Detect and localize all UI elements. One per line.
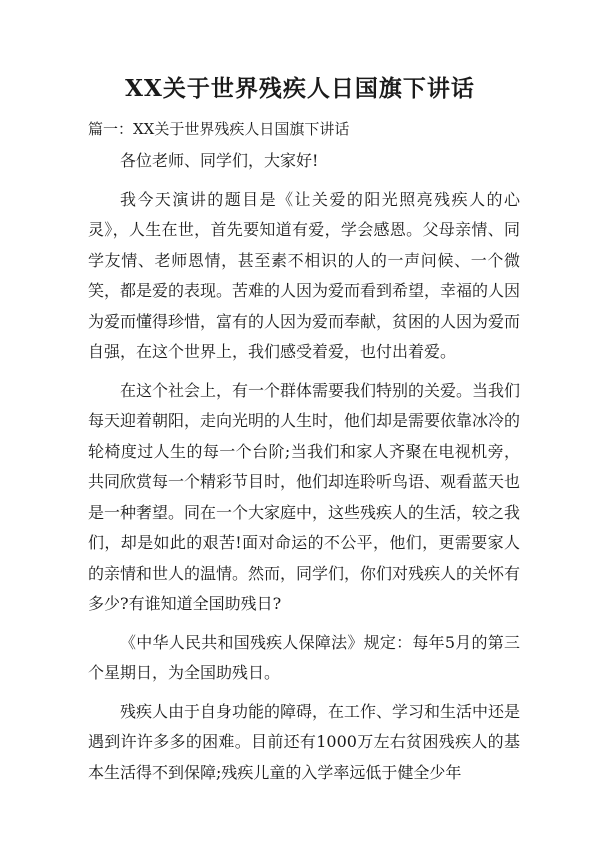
paragraph-greeting: 各位老师、同学们，大家好! (120, 151, 319, 170)
paragraph-group-care: 在这个社会上，有一个群体需要我们特别的关爱。当我们每天迎着朝阳，走向光明的人生时，他们却是需要依靠冰冷的轮椅度过人生的每一个台阶;当我们和家人齐聚在电视机旁，共同欣赏每一个精彩节目时，他们却连聆听鸟语、观看蓝天也是一种奢望。同在一个大家庭中，这些残疾人的生活，较之我们，却是如此的艰苦!面对命运的不公平，他们，更需要家人的亲情和世人的温情。然而，同学们，你们对残疾人的关怀有多少?有谁知道全国助残日? (88, 380, 521, 613)
document-subtitle: 篇一：XX关于世界残疾人日国旗下讲话 (88, 120, 350, 138)
paragraph-difficulties: 残疾人由于自身功能的障碍，在工作、学习和生活中还是遇到许许多多的困难。目前还有1000万左右贫困残疾人的基本生活得不到保障;残疾儿童的入学率远低于健全少年 (88, 701, 521, 782)
document-title: XX关于世界残疾人日国旗下讲话 (125, 75, 475, 102)
document-body (88, 146, 520, 796)
paragraph-law: 《中华人民共和国残疾人保障法》规定：每年5月的第三个星期日，为全国助残日。 (88, 632, 520, 682)
paragraph-topic: 我今天演讲的题目是《让关爱的阳光照亮残疾人的心灵》，人生在世，首先要知道有爱，学会感恩。父母亲情、同学友情、老师恩情，甚至素不相识的人的一声问候、一个微笑，都是爱的表现。苦难的人因为爱而看到希望，幸福的人因为爱而懂得珍惜，富有的人因为爱而奉献，贫困的人因为爱而自强，在这个世界上，我们感受着爱，也付出着爱。 (88, 189, 521, 361)
